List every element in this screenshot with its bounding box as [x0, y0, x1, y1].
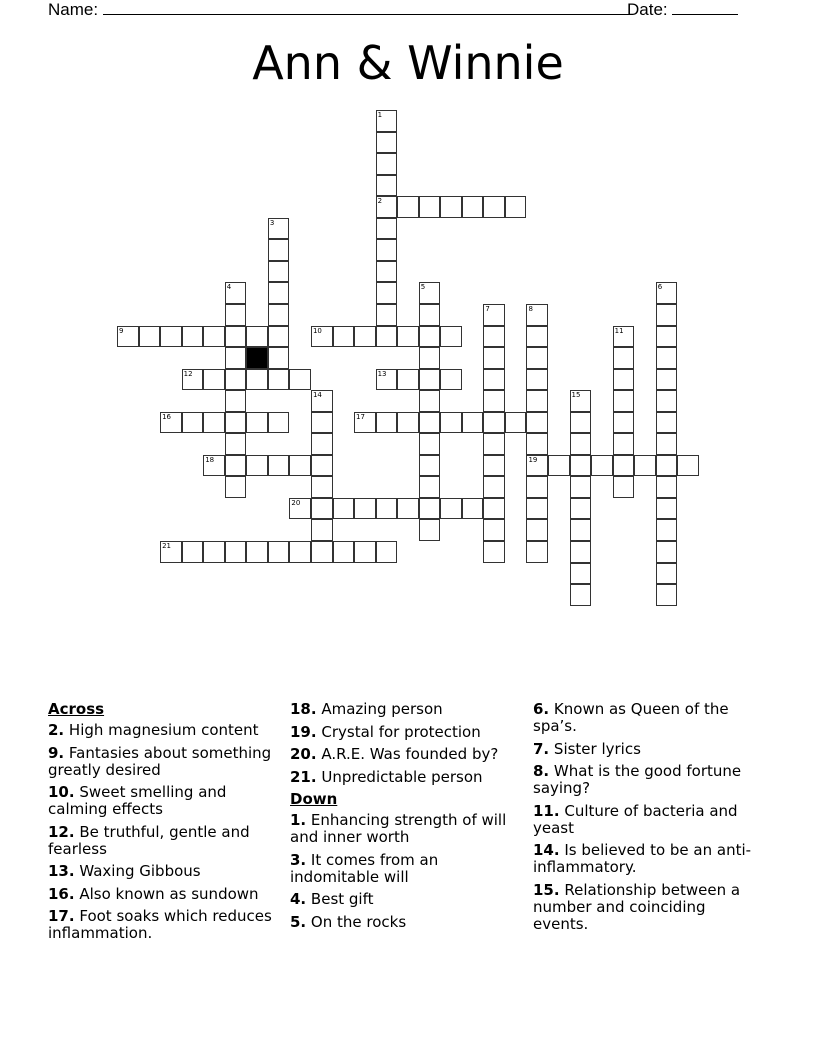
grid-cell[interactable] — [225, 541, 247, 563]
grid-cell[interactable] — [613, 412, 635, 434]
grid-cell[interactable] — [656, 584, 678, 606]
across-clue — [290, 769, 522, 786]
grid-cell[interactable] — [311, 476, 333, 498]
grid-cell[interactable] — [397, 412, 419, 434]
grid-cell[interactable] — [440, 498, 462, 520]
clue-text: Crystal for protection — [321, 722, 481, 741]
grid-cell[interactable] — [570, 541, 592, 563]
grid-cell[interactable] — [225, 433, 247, 455]
clue-text: On the rocks — [310, 912, 407, 931]
grid-cell[interactable] — [397, 326, 419, 348]
grid-cell[interactable] — [225, 369, 247, 391]
across-clue — [48, 824, 280, 858]
grid-cell[interactable] — [182, 412, 204, 434]
grid-cell[interactable] — [483, 390, 505, 412]
clue-text: Known as Queen of the spa’s. — [533, 700, 729, 735]
grid-cell[interactable] — [613, 455, 635, 477]
grid-cell[interactable] — [440, 412, 462, 434]
grid-cell[interactable] — [656, 282, 678, 304]
grid-cell[interactable] — [656, 347, 678, 369]
grid-cell[interactable] — [225, 282, 247, 304]
grid-cell[interactable] — [656, 519, 678, 541]
grid-cell[interactable] — [376, 175, 398, 197]
grid-cell[interactable] — [160, 541, 182, 563]
grid-cell[interactable] — [483, 412, 505, 434]
across-clue — [290, 724, 522, 741]
grid-cell[interactable] — [376, 196, 398, 218]
grid-cell[interactable] — [656, 476, 678, 498]
grid-cell[interactable] — [376, 304, 398, 326]
grid-cell[interactable] — [246, 455, 268, 477]
clue-num: 10. — [48, 783, 75, 801]
grid-cell[interactable] — [268, 412, 290, 434]
grid-cell[interactable] — [656, 369, 678, 391]
grid-cell[interactable] — [225, 347, 247, 369]
across-clue — [48, 722, 280, 739]
grid-cell[interactable] — [160, 412, 182, 434]
grid-cell[interactable] — [354, 326, 376, 348]
clue-number: 4 — [226, 283, 232, 292]
grid-cell[interactable] — [376, 412, 398, 434]
grid-cell[interactable] — [656, 390, 678, 412]
clue-number: 3 — [269, 218, 275, 227]
clue-text: Be truthful, gentle and fearless — [48, 822, 250, 858]
grid-cell[interactable] — [268, 261, 290, 283]
grid-cell[interactable] — [354, 498, 376, 520]
clue-num: 15. — [533, 880, 560, 899]
clue-text: Is believed to be an anti-inflammatory. — [533, 841, 752, 876]
grid-cell[interactable] — [246, 412, 268, 434]
grid-cell[interactable] — [483, 369, 505, 391]
grid-cell[interactable] — [376, 239, 398, 261]
grid-cell[interactable] — [203, 326, 225, 348]
grid-cell[interactable] — [268, 455, 290, 477]
grid-cell[interactable] — [354, 541, 376, 563]
clue-text: It comes from an indomitable will — [290, 850, 439, 886]
clue-text: High magnesium content — [68, 721, 259, 739]
clues-column-3 — [533, 701, 765, 938]
grid-cell[interactable] — [570, 412, 592, 434]
grid-cell[interactable] — [526, 476, 548, 498]
clue-num: 2. — [48, 721, 65, 739]
clue-num: 20. — [290, 745, 317, 763]
grid-cell[interactable] — [376, 132, 398, 154]
puzzle-title: Ann & Winnie — [252, 36, 564, 90]
grid-cell[interactable] — [182, 369, 204, 391]
grid-cell[interactable] — [483, 433, 505, 455]
grid-cell[interactable] — [182, 326, 204, 348]
grid-cell[interactable] — [483, 347, 505, 369]
grid-cell[interactable] — [376, 153, 398, 175]
grid-cell[interactable] — [613, 390, 635, 412]
across-clue — [48, 886, 280, 903]
grid-cell[interactable] — [376, 498, 398, 520]
clue-text: Foot soaks which reduces inflammation. — [48, 907, 272, 942]
grid-cell[interactable] — [419, 390, 441, 412]
grid-cell[interactable] — [505, 412, 527, 434]
clue-num: 11. — [533, 801, 560, 820]
clue-number: 14 — [312, 391, 322, 400]
clue-text: Sweet smelling and calming effects — [48, 783, 227, 818]
grid-cell[interactable] — [613, 347, 635, 369]
clue-number: 10 — [312, 326, 322, 335]
grid-cell[interactable] — [333, 326, 355, 348]
grid-cell[interactable] — [483, 304, 505, 326]
grid-cell[interactable] — [311, 541, 333, 563]
grid-cell[interactable] — [613, 326, 635, 348]
clue-text: Sister lyrics — [553, 739, 641, 758]
grid-cell[interactable] — [419, 347, 441, 369]
grid-cell[interactable] — [656, 433, 678, 455]
clue-text: Waxing Gibbous — [79, 862, 201, 880]
grid-cell[interactable] — [419, 519, 441, 541]
clue-text: Enhancing strength of will and inner worth — [290, 811, 507, 846]
grid-cell[interactable] — [419, 282, 441, 304]
clue-text: Relationship between a number and coinciding events. — [533, 880, 741, 933]
grid-cell[interactable] — [225, 326, 247, 348]
across-clue — [290, 746, 522, 763]
grid-cell[interactable] — [526, 390, 548, 412]
grid-cell[interactable] — [440, 326, 462, 348]
grid-cell[interactable] — [419, 304, 441, 326]
grid-cell[interactable] — [440, 196, 462, 218]
grid-cell[interactable] — [160, 326, 182, 348]
grid-cell[interactable] — [311, 390, 333, 412]
date-field[interactable] — [627, 0, 738, 20]
down-clue — [533, 842, 765, 876]
clue-number: 6 — [657, 283, 663, 292]
down-clue — [533, 741, 765, 758]
grid-cell[interactable] — [246, 326, 268, 348]
grid-cell[interactable] — [376, 282, 398, 304]
grid-cell[interactable] — [311, 412, 333, 434]
grid-cell[interactable] — [139, 326, 161, 348]
grid-cell[interactable] — [462, 412, 484, 434]
grid-cell[interactable] — [591, 455, 613, 477]
grid-cell[interactable] — [225, 476, 247, 498]
grid-cell[interactable] — [354, 412, 376, 434]
name-line[interactable] — [103, 0, 633, 15]
clue-num: 19. — [290, 722, 317, 741]
clue-number: 21 — [162, 542, 172, 550]
clue-text: Also known as sundown — [79, 884, 259, 903]
grid-cell[interactable] — [311, 519, 333, 541]
grid-cell[interactable] — [268, 347, 290, 369]
grid-cell[interactable] — [203, 455, 225, 477]
grid-cell[interactable] — [656, 498, 678, 520]
grid-cell[interactable] — [634, 455, 656, 477]
grid-cell[interactable] — [289, 369, 311, 391]
grid-cell[interactable] — [570, 390, 592, 412]
clue-number: 16 — [162, 412, 172, 421]
across-clue — [48, 863, 280, 880]
grid-cell[interactable] — [656, 563, 678, 585]
grid-cell[interactable] — [570, 433, 592, 455]
grid-cell[interactable] — [117, 326, 139, 348]
clue-number: 18 — [205, 455, 215, 464]
grid-cell[interactable] — [419, 196, 441, 218]
grid-cell[interactable] — [656, 412, 678, 434]
grid-cell[interactable] — [376, 261, 398, 283]
grid-cell[interactable] — [548, 455, 570, 477]
grid-cell[interactable] — [526, 498, 548, 520]
down-clue — [533, 763, 765, 797]
grid-cell[interactable] — [570, 476, 592, 498]
grid-cell[interactable] — [268, 369, 290, 391]
grid-cell[interactable] — [526, 369, 548, 391]
grid-cell[interactable] — [570, 584, 592, 606]
name-field[interactable] — [48, 0, 633, 20]
grid-cell[interactable] — [203, 369, 225, 391]
clue-num: 9. — [48, 743, 65, 762]
clue-number: 2 — [377, 197, 383, 206]
clue-text: A.R.E. Was founded by? — [321, 745, 499, 763]
grid-cell[interactable] — [376, 110, 398, 132]
grid-cell[interactable] — [505, 196, 527, 218]
grid-cell[interactable] — [311, 455, 333, 477]
down-heading: Down — [290, 790, 338, 808]
grid-cell[interactable] — [613, 433, 635, 455]
grid-cell[interactable] — [440, 369, 462, 391]
grid-cell[interactable] — [289, 455, 311, 477]
grid-cell[interactable] — [462, 196, 484, 218]
grid-cell[interactable] — [483, 519, 505, 541]
grid-cell[interactable] — [268, 218, 290, 240]
grid-cell[interactable] — [376, 326, 398, 348]
clue-number: 13 — [377, 369, 387, 378]
grid-cell[interactable] — [656, 541, 678, 563]
grid-cell[interactable] — [246, 541, 268, 563]
grid-cell[interactable] — [483, 541, 505, 563]
grid-cell[interactable] — [311, 433, 333, 455]
clue-num: 16. — [48, 884, 75, 903]
grid-cell[interactable] — [397, 196, 419, 218]
grid-cell[interactable] — [526, 433, 548, 455]
grid-cell[interactable] — [419, 369, 441, 391]
grid-cell[interactable] — [419, 476, 441, 498]
grid-cell[interactable] — [246, 369, 268, 391]
clues-column-1 — [48, 701, 280, 948]
date-label: Date: — [627, 0, 668, 19]
clue-num: 3. — [290, 850, 307, 869]
grid-cell[interactable] — [526, 455, 548, 477]
grid-cell[interactable] — [268, 541, 290, 563]
grid-cell[interactable] — [268, 239, 290, 261]
down-clue — [290, 812, 522, 846]
clue-num: 4. — [290, 890, 307, 908]
clue-number: 9 — [119, 326, 124, 335]
across-heading: Across — [48, 700, 105, 718]
grid-cell[interactable] — [570, 498, 592, 520]
clue-text: Amazing person — [321, 700, 443, 718]
across-clue — [290, 701, 522, 718]
clue-num: 13. — [48, 862, 75, 880]
black-cell — [246, 347, 268, 369]
clue-num: 5. — [290, 912, 307, 931]
grid-cell[interactable] — [419, 412, 441, 434]
grid-cell[interactable] — [376, 369, 398, 391]
grid-cell[interactable] — [656, 326, 678, 348]
grid-cell[interactable] — [203, 541, 225, 563]
clue-num: 1. — [290, 811, 307, 829]
clue-number: 7 — [485, 304, 490, 313]
clue-number: 8 — [528, 304, 533, 313]
grid-cell[interactable] — [483, 476, 505, 498]
grid-cell[interactable] — [182, 541, 204, 563]
clue-text: Unpredictable person — [321, 767, 483, 786]
grid-cell[interactable] — [333, 498, 355, 520]
across-clue — [48, 908, 280, 942]
down-clue — [533, 882, 765, 933]
grid-cell[interactable] — [526, 347, 548, 369]
down-clue — [533, 803, 765, 837]
clue-number: 11 — [614, 326, 624, 335]
grid-cell[interactable] — [419, 433, 441, 455]
grid-cell[interactable] — [268, 282, 290, 304]
clue-text: Fantasies about something greatly desired — [48, 743, 272, 779]
clue-num: 6. — [533, 700, 550, 718]
grid-cell[interactable] — [397, 498, 419, 520]
grid-cell[interactable] — [526, 412, 548, 434]
clue-num: 14. — [533, 841, 560, 859]
grid-cell[interactable] — [570, 455, 592, 477]
clue-number: 17 — [356, 412, 365, 421]
clue-num: 12. — [48, 822, 75, 841]
grid-cell[interactable] — [570, 563, 592, 585]
grid-cell[interactable] — [483, 326, 505, 348]
grid-cell[interactable] — [311, 498, 333, 520]
grid-cell[interactable] — [333, 541, 355, 563]
clue-num: 18. — [290, 700, 317, 718]
grid-cell[interactable] — [483, 455, 505, 477]
grid-cell[interactable] — [289, 541, 311, 563]
clue-num: 17. — [48, 907, 75, 925]
grid-cell[interactable] — [656, 304, 678, 326]
grid-cell[interactable] — [419, 498, 441, 520]
grid-cell[interactable] — [376, 541, 398, 563]
grid-cell[interactable] — [462, 498, 484, 520]
clue-text: What is the good fortune saying? — [533, 762, 742, 797]
grid-cell[interactable] — [613, 476, 635, 498]
grid-cell[interactable] — [656, 455, 678, 477]
grid-cell[interactable] — [526, 326, 548, 348]
grid-cell[interactable] — [483, 498, 505, 520]
down-clue — [533, 701, 765, 735]
grid-cell[interactable] — [613, 369, 635, 391]
grid-cell[interactable] — [225, 390, 247, 412]
grid-cell[interactable] — [311, 326, 333, 348]
grid-cell[interactable] — [419, 326, 441, 348]
clue-number: 12 — [183, 369, 193, 378]
clue-num: 7. — [533, 739, 550, 758]
name-label: Name: — [48, 0, 99, 19]
clue-num: 21. — [290, 767, 317, 786]
grid-cell[interactable] — [483, 196, 505, 218]
grid-cell[interactable] — [570, 519, 592, 541]
clue-text: Best gift — [310, 890, 374, 908]
clue-number: 19 — [528, 455, 538, 464]
grid-cell[interactable] — [268, 304, 290, 326]
grid-cell[interactable] — [419, 455, 441, 477]
date-line[interactable] — [672, 0, 738, 15]
across-clue — [48, 745, 280, 779]
grid-cell[interactable] — [526, 519, 548, 541]
clue-num: 8. — [533, 762, 550, 780]
grid-cell[interactable] — [268, 326, 290, 348]
clues-column-2 — [290, 701, 522, 936]
clue-number: 5 — [420, 283, 426, 292]
down-clue — [290, 852, 522, 886]
grid-cell[interactable] — [526, 304, 548, 326]
grid-cell[interactable] — [677, 455, 699, 477]
clue-number: 15 — [571, 391, 581, 400]
grid-cell[interactable] — [225, 455, 247, 477]
grid-cell[interactable] — [289, 498, 311, 520]
grid-cell[interactable] — [225, 304, 247, 326]
grid-cell[interactable] — [225, 412, 247, 434]
across-clue — [48, 784, 280, 818]
grid-cell[interactable] — [376, 218, 398, 240]
down-clue — [290, 914, 522, 931]
grid-cell[interactable] — [203, 412, 225, 434]
grid-cell[interactable] — [397, 369, 419, 391]
down-clue — [290, 891, 522, 908]
grid-cell[interactable] — [526, 541, 548, 563]
clue-text: Culture of bacteria and yeast — [533, 801, 738, 837]
clue-number: 20 — [291, 498, 301, 507]
clue-number: 1 — [377, 111, 383, 119]
